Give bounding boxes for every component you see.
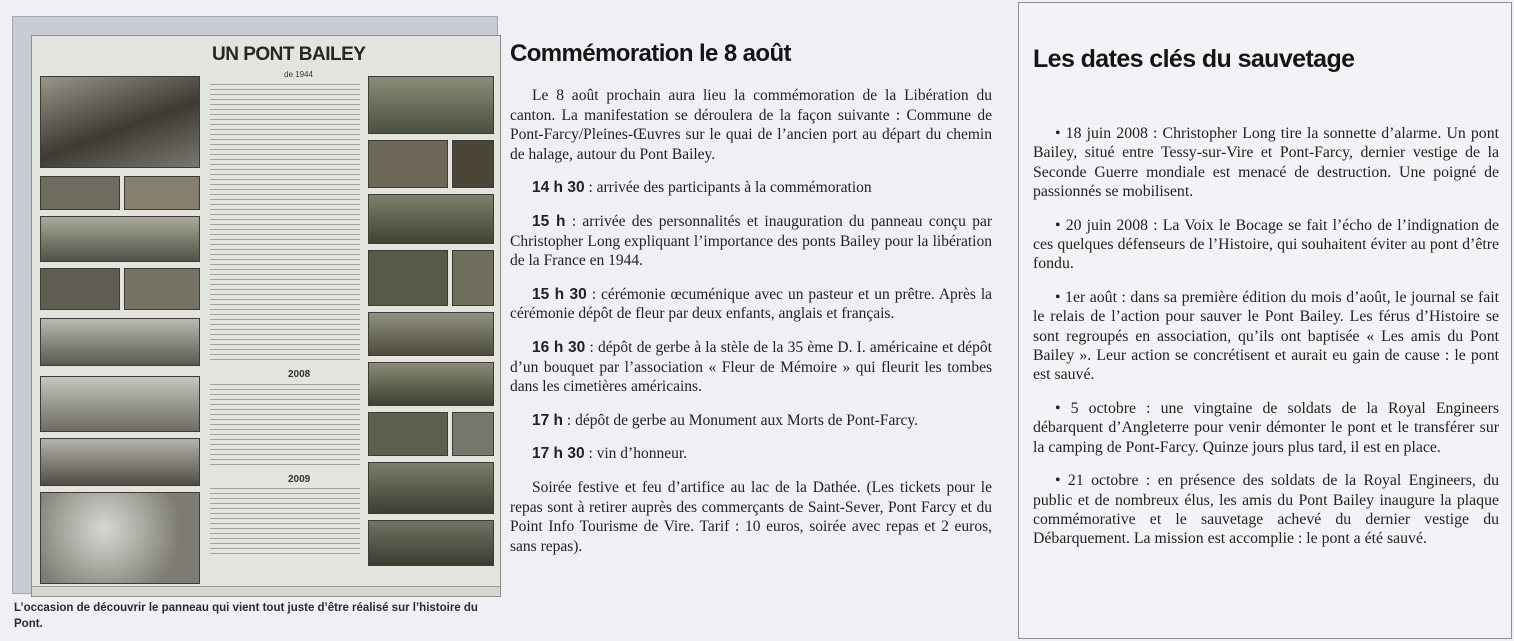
panel-text-block [210, 84, 360, 364]
bridge-photo [40, 376, 200, 432]
bridge-photo [40, 438, 200, 486]
schedule-item [510, 411, 992, 431]
key-date-item: • 1er août : dans sa première édition du mois d’août, le journal se fait le relais de l’action pour sauver le Pont Bailey. Les férus d’Histoire se sont regroupés en association, qu’ils ont baptisée « Les amis du Pont Bailey ». Leur action se concrétisent et aurait eu gain de cause : le pont est sauvé. [1033, 288, 1499, 384]
key-date-item: • 20 juin 2008 : La Voix le Bocage se fait l’écho de l’indignation de ces quelques défenseurs de l’Histoire, qui souhaitent éviter au pont d’être fondu. [1033, 216, 1499, 273]
schedule-time: 17 h 30 [532, 445, 585, 463]
bridge-photo [368, 76, 494, 134]
schedule-item [510, 338, 992, 397]
bridge-photo [368, 194, 494, 244]
schedule-text: : cérémonie œcuménique avec un pasteur et un prêtre. Après la cérémonie dépôt de fleur par deux enfants, anglais et français. [510, 285, 992, 323]
schedule-time: 14 h 30 [532, 179, 585, 197]
schedule-text: : dépôt de gerbe au Monument aux Morts de Pont-Farcy. [563, 411, 919, 429]
panel-year-heading: 2009 [288, 474, 311, 485]
bridge-photo [368, 312, 494, 356]
commemoration-article [510, 40, 992, 556]
bridge-photo [40, 216, 200, 262]
panel-logo-strip [32, 586, 501, 597]
bridge-photo [452, 250, 494, 306]
panel-year-heading: 2008 [288, 369, 311, 380]
schedule-time: 15 h [532, 212, 566, 230]
key-date-item: • 21 octobre : en présence des soldats de la Royal Engineers, du public et de nombreux élus, les amis du Pont Bailey inaugure la plaque commémorative et le sauvetage achevé du dernier vestige du Débarquement. La mission est accomplie : le pont a été sauvé. [1033, 472, 1499, 548]
bridge-photo [40, 268, 120, 310]
panel-text-block [210, 488, 360, 558]
bridge-photo [368, 412, 448, 456]
bridge-photo [452, 140, 494, 188]
schedule-list [510, 178, 992, 464]
schedule-item [510, 285, 992, 324]
article-title: Commémoration le 8 août [510, 40, 791, 67]
schedule-text: : arrivée des participants à la commémoration [584, 179, 872, 197]
article-intro: Le 8 août prochain aura lieu la commémoration de la Libération du canton. La manifestation se déroulera de la façon suivante : Commune de Pont-Farcy/Pleines-Œuvres sur le quai de l’ancien port au départ du chemin de halage, autour du Pont Bailey. [510, 87, 992, 163]
schedule-time: 17 h [532, 411, 564, 429]
bridge-photo [368, 250, 448, 306]
key-dates-title: Les dates clés du sauvetage [1033, 45, 1355, 73]
bridge-photo [368, 520, 494, 566]
schedule-item [510, 212, 992, 271]
key-date-item: • 18 juin 2008 : Christopher Long tire la sonnette d’alarme. Un pont Bailey, situé entre Tessy-sur-Vire et Pont-Farcy, dernier vestige de la Seconde Guerre mondiale est menacé de destruction. Une poigné de passionnés se mobilisent. [1033, 125, 1499, 201]
bridge-photo [124, 176, 200, 210]
bridge-photo [368, 140, 448, 188]
panel-photo [12, 16, 498, 594]
bridge-photo [368, 462, 494, 514]
bridge-photo [124, 268, 200, 310]
bridge-photo [40, 318, 200, 366]
panel-text-block [210, 384, 360, 469]
bridge-photo [40, 176, 120, 210]
schedule-text: : dépôt de gerbe à la stèle de la 35 ème D. I. américaine et dépôt d’un bouquet par l’association « Fleur de Mémoire » qui fleurit les tombes dans les cimetières américains. [510, 338, 992, 396]
photo-caption: L’occasion de découvrir le panneau qui vient tout juste d’être réalisé sur l’histoire du Pont. [14, 602, 478, 630]
article-closing: Soirée festive et feu d’artifice au lac de la Dathée. (Les tickets pour le repas sont à retirer auprès des commerçants de Saint-Sever, Pont Farcy et du Point Info Tourisme de Vire. Tarif : 10 euros, soirée avec repas et 2 euros, sans repas). [510, 478, 992, 555]
bridge-photo [368, 362, 494, 406]
key-date-item: • 5 octobre : une vingtaine de soldats de la Royal Engineers débarquent d’Angleterre pour venir démonter le pont et le transférer sur la camping de Pont-Farcy. Quinze jours plus tard, il est en place. [1033, 399, 1499, 456]
key-dates-box [1018, 2, 1512, 639]
exhibition-panel [31, 35, 501, 597]
panel-subtitle: de 1944 [284, 70, 313, 79]
schedule-item [510, 444, 992, 464]
schedule-time: 15 h 30 [532, 285, 587, 303]
schedule-time: 16 h 30 [532, 338, 586, 356]
panel-title: UN PONT BAILEY [212, 44, 366, 65]
schedule-text: : vin d’honneur. [584, 445, 688, 463]
schedule-text: : arrivée des personnalités et inauguration du panneau conçu par Christopher Long expliquant l’importance des ponts Bailey pour la libération de la France en 1944. [510, 212, 992, 270]
bridge-photo [452, 412, 494, 456]
bridge-photo [40, 492, 200, 584]
key-dates-list [1033, 124, 1499, 563]
bridge-photo [40, 76, 200, 168]
schedule-item [510, 178, 992, 198]
